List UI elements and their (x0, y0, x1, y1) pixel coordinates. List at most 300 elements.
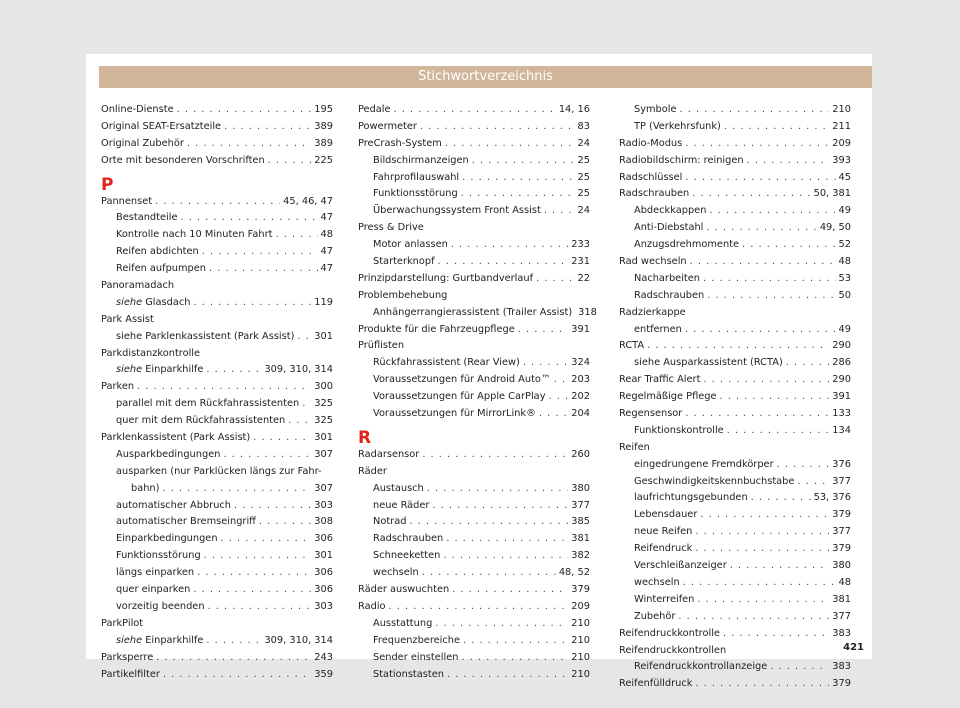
entry-term: Räder (358, 465, 387, 477)
index-subentry (358, 531, 590, 548)
dot-leader (422, 565, 556, 582)
index-entry (358, 136, 590, 153)
page-reference: 301 (314, 432, 333, 444)
entry-term: Nacharbeiten (634, 272, 701, 284)
page-reference: 303 (314, 499, 333, 511)
dot-leader (697, 592, 829, 609)
page-reference: 382 (571, 550, 590, 562)
entry-term: Voraussetzungen für Android Auto™ (373, 374, 551, 386)
index-entry (101, 194, 333, 211)
dot-leader (695, 541, 829, 558)
page-reference: 50 (838, 289, 851, 301)
dot-leader (180, 210, 317, 227)
index-subentry (358, 153, 590, 170)
index-entry (101, 136, 333, 153)
see-reference: siehe (116, 634, 143, 646)
dot-leader (727, 423, 830, 440)
dot-leader (685, 406, 829, 423)
index-subentry (358, 565, 590, 582)
entry-term: Starterknopf (373, 256, 435, 268)
entry-term: Reifenfülldruck (619, 678, 693, 690)
index-entry (101, 346, 333, 363)
index-subentry (619, 288, 851, 305)
dot-leader (770, 659, 829, 676)
page-reference: 301 (314, 330, 333, 342)
index-subentry (619, 541, 851, 558)
page-reference: 134 (832, 424, 851, 436)
page-reference: 359 (314, 668, 333, 680)
dot-leader (177, 102, 312, 119)
entry-term: siehe Ausparkassistent (RCTA) (634, 357, 783, 369)
dot-leader (724, 119, 829, 136)
dot-leader (221, 531, 312, 548)
index-subentry (358, 203, 590, 220)
entry-term: eingedrungene Fremdkörper (634, 458, 774, 470)
index-subentry (619, 457, 851, 474)
section-header: Stichwortverzeichnis (99, 66, 872, 88)
entry-term: Voraussetzungen für MirrorLink® (373, 408, 536, 420)
entry-term: ParkPilot (101, 617, 144, 629)
index-subentry (101, 531, 333, 548)
page-reference: 14, 16 (558, 104, 590, 115)
page-reference: 318 (578, 306, 597, 318)
dot-leader (544, 203, 575, 220)
page-reference: 377 (832, 475, 851, 487)
page-reference: 45 (838, 171, 851, 183)
index-entry (619, 643, 851, 660)
page-reference: 48 (838, 256, 851, 268)
page-reference: 225 (314, 154, 333, 166)
entry-term: Powermeter (358, 120, 417, 132)
page-reference: 233 (571, 239, 590, 251)
index-entry (358, 599, 590, 616)
index-entry (358, 338, 590, 355)
dot-leader (554, 372, 569, 389)
entry-term: Prüflisten (358, 340, 405, 352)
dot-leader (462, 170, 574, 187)
entry-term: TP (Verkehrsfunk) (634, 120, 721, 132)
page-reference: 379 (832, 678, 851, 690)
page-reference: 383 (832, 627, 851, 639)
entry-term: Problembehebung (358, 289, 448, 301)
entry-term: Abdeckkappen (634, 205, 707, 217)
entry-term: Reifendruck (634, 543, 693, 555)
entry-term: Kontrolle nach 10 Minuten Fahrt (116, 229, 273, 241)
page-reference: 53 (838, 272, 851, 284)
dot-leader (206, 633, 261, 650)
index-subentry (358, 355, 590, 372)
entry-term: Funktionskontrolle (634, 424, 724, 436)
index-entry (619, 440, 851, 457)
index-subentry (619, 558, 851, 575)
page-reference: 308 (314, 516, 333, 528)
index-subentry (358, 481, 590, 498)
page-reference: 380 (571, 482, 590, 494)
dot-leader (730, 558, 830, 575)
index-subentry (101, 447, 333, 464)
page-reference: 309, 310, 314 (264, 634, 333, 646)
entry-term: RCTA (619, 340, 645, 352)
dot-leader (427, 481, 569, 498)
index-subentry (619, 119, 851, 136)
page-reference: 381 (571, 533, 590, 545)
entry-term: Radschlüssel (619, 171, 683, 183)
entry-term: Radarsensor (358, 448, 420, 460)
dot-leader (451, 237, 568, 254)
dot-leader (438, 254, 569, 271)
page-reference: 45, 46, 47 (283, 195, 333, 207)
dot-leader (445, 136, 575, 153)
index-subentry (358, 633, 590, 650)
index-subentry (619, 575, 851, 592)
page-reference: 389 (314, 120, 333, 132)
index-subentry (619, 609, 851, 626)
dot-leader (302, 396, 311, 413)
index-entry (101, 312, 333, 329)
dot-leader (797, 474, 829, 491)
index-subentry (358, 514, 590, 531)
index-subentry (358, 372, 590, 389)
page-reference: 377 (832, 526, 851, 538)
dot-leader (162, 481, 311, 498)
dot-leader (193, 582, 311, 599)
entry-term-text: Einparkhilfe (145, 634, 204, 646)
page-reference: 301 (314, 550, 333, 562)
page-reference: 377 (571, 499, 590, 511)
page-reference: 48, 52 (558, 567, 590, 579)
index-subentry (619, 474, 851, 491)
page-reference: 300 (314, 381, 333, 393)
page-reference: 391 (571, 323, 590, 335)
entry-term: Austausch (373, 482, 424, 494)
dot-leader (685, 322, 836, 339)
page-reference: 210 (571, 651, 590, 663)
page-reference: 25 (577, 188, 590, 200)
dot-leader (695, 676, 829, 693)
entry-term: Schneeketten (373, 550, 441, 562)
index-subentry (101, 244, 333, 261)
page-reference: 25 (577, 171, 590, 183)
page-reference: 48 (838, 576, 851, 588)
page-reference: 47 (320, 263, 333, 275)
index-subentry (619, 271, 851, 288)
index-column-2 (358, 102, 597, 683)
page-reference: 209 (571, 600, 590, 612)
index-subentry (619, 423, 851, 440)
index-subentry (358, 616, 590, 633)
entry-term: Parklenkassistent (Park Assist) (101, 432, 251, 444)
index-subentry (358, 548, 590, 565)
dot-leader (297, 329, 311, 346)
index-subentry (101, 514, 333, 531)
dot-leader (420, 119, 575, 136)
entry-term: Reifendruckkontrolle (619, 627, 720, 639)
dot-leader (275, 227, 317, 244)
dot-leader (394, 102, 556, 119)
page-reference: 290 (832, 374, 851, 386)
dot-leader (193, 295, 311, 312)
entry-term: Stationstasten (373, 668, 444, 680)
dot-leader (432, 498, 568, 515)
dot-leader (678, 609, 829, 626)
index-entry (358, 288, 590, 305)
page-reference: 202 (571, 391, 590, 403)
index-entry (358, 582, 590, 599)
dot-leader (647, 338, 829, 355)
index-entry (619, 136, 851, 153)
dot-leader (685, 170, 835, 187)
index-subentry (101, 396, 333, 413)
entry-term: neue Reifen (634, 526, 693, 538)
page-reference: 52 (838, 239, 851, 251)
page-reference: 119 (314, 296, 333, 308)
entry-term: Pannenset (101, 195, 153, 207)
dot-leader (786, 355, 830, 372)
dot-leader (518, 322, 569, 339)
entry-term: Anti-Diebstahl (634, 222, 704, 234)
dot-leader (706, 220, 816, 237)
dot-leader (463, 633, 568, 650)
page-reference: 195 (314, 104, 333, 115)
index-subentry (619, 220, 851, 237)
dot-leader (163, 667, 311, 684)
dot-leader (224, 119, 311, 136)
dot-leader (409, 514, 568, 531)
index-subentry (358, 170, 590, 187)
entry-term: Sender einstellen (373, 651, 459, 663)
index-subentry (358, 667, 590, 684)
page-reference: 307 (314, 482, 333, 494)
page-reference: 49, 50 (819, 222, 851, 234)
entry-term (116, 295, 190, 312)
dot-leader (685, 136, 829, 153)
index-letter-heading: P (101, 174, 114, 195)
page-reference: 393 (832, 154, 851, 166)
entry-term: Prinzipdarstellung: Gurtbandverlauf (358, 272, 534, 284)
entry-term: Radio (358, 600, 386, 612)
dot-leader (206, 362, 261, 379)
index-entry (619, 406, 851, 423)
entry-term: Motor anlassen (373, 239, 448, 251)
index-column-3 (619, 102, 851, 693)
index-subentry (358, 650, 590, 667)
entry-term: laufrichtungsgebunden (634, 492, 748, 504)
entry-term: Original SEAT-Ersatzteile (101, 120, 222, 132)
entry-term: Anzugsdrehmomente (634, 239, 740, 251)
index-subentry (619, 490, 851, 507)
dot-leader (747, 153, 830, 170)
entry-term: Radschrauben (619, 188, 690, 200)
dot-leader (720, 389, 830, 406)
index-subentry (101, 582, 333, 599)
dot-leader (435, 616, 568, 633)
dot-leader (539, 406, 568, 423)
index-subentry (619, 322, 851, 339)
dot-leader (461, 186, 575, 203)
entry-term: Notrad (373, 516, 407, 528)
index-entry (619, 338, 851, 355)
dot-leader (268, 153, 312, 170)
entry-term: Ausstattung (373, 617, 433, 629)
dot-leader (452, 582, 568, 599)
index-entry (101, 616, 333, 633)
dot-leader (389, 599, 569, 616)
entry-term: ausparken (nur Parklücken längs zur Fahr- (116, 465, 322, 477)
entry-term: Orte mit besonderen Vorschriften (101, 154, 265, 166)
index-subentry (101, 481, 333, 498)
page-reference: 381 (832, 593, 851, 605)
dot-leader (187, 136, 311, 153)
page-reference: 380 (832, 560, 851, 572)
page-reference: 307 (314, 448, 333, 460)
index-subentry (358, 389, 590, 406)
page-reference: 309, 310, 314 (264, 364, 333, 376)
page-reference: 376 (832, 458, 851, 470)
dot-leader (700, 507, 829, 524)
page-reference: 290 (832, 340, 851, 352)
index-subentry (101, 633, 333, 650)
entry-term: Bestandteile (116, 212, 178, 224)
page-reference: 325 (314, 415, 333, 427)
page-reference: 83 (577, 120, 590, 132)
page-reference: 211 (832, 120, 851, 132)
page-reference: 325 (314, 398, 333, 410)
entry-term: Reifen abdichten (116, 246, 199, 258)
index-column-1 (101, 102, 333, 683)
page-reference: 286 (832, 357, 851, 369)
entry-term: Lebensdauer (634, 509, 698, 521)
entry-term: Rückfahrassistent (Rear View) (373, 357, 520, 369)
entry-term: Parksperre (101, 651, 154, 663)
dot-leader (156, 650, 311, 667)
page-reference: 50, 381 (813, 188, 851, 200)
entry-term: PreCrash-System (358, 137, 442, 149)
entry-term: Reifen (619, 441, 650, 453)
page-reference: 24 (577, 137, 590, 149)
entry-term: Online-Dienste (101, 104, 174, 115)
entry-term: automatischer Bremseingriff (116, 516, 256, 528)
entry-term: Regelmäßige Pflege (619, 391, 717, 403)
index-subentry (101, 210, 333, 227)
entry-term: Überwachungssystem Front Assist (373, 205, 541, 217)
see-reference: siehe (116, 364, 143, 376)
entry-term (116, 362, 203, 379)
dot-leader (742, 237, 835, 254)
index-entry (358, 464, 590, 481)
index-subentry (619, 592, 851, 609)
dot-leader (695, 524, 829, 541)
page-reference: 49 (838, 205, 851, 217)
index-subentry (101, 498, 333, 515)
page-reference: 203 (571, 374, 590, 386)
page-reference: 210 (571, 634, 590, 646)
entry-term: wechseln (634, 576, 680, 588)
index-subentry (101, 261, 333, 278)
page-reference: 47 (320, 212, 333, 224)
entry-term: Funktionsstörung (373, 188, 458, 200)
dot-leader (443, 548, 568, 565)
page-reference: 204 (571, 408, 590, 420)
index-subentry (101, 565, 333, 582)
dot-leader (703, 271, 836, 288)
entry-term: Reifendruckkontrollanzeige (634, 661, 768, 673)
page-reference: 306 (314, 533, 333, 545)
index-entry (358, 220, 590, 237)
entry-term: Radio-Modus (619, 137, 683, 149)
entry-term: entfernen (634, 323, 682, 335)
page-reference: 53, 376 (813, 492, 851, 504)
dot-leader (446, 531, 568, 548)
dot-leader (288, 413, 311, 430)
dot-leader (690, 254, 836, 271)
entry-term: Einparkbedingungen (116, 533, 218, 545)
dot-leader (202, 244, 318, 261)
index-entry (619, 626, 851, 643)
page-reference: 260 (571, 448, 590, 460)
page-reference: 48 (320, 229, 333, 241)
entry-term: Voraussetzungen für Apple CarPlay (373, 391, 546, 403)
index-entry (101, 102, 333, 119)
page-reference: 391 (832, 391, 851, 403)
dot-leader (204, 548, 312, 565)
entry-term-text: Einparkhilfe (145, 364, 204, 376)
index-entry (619, 153, 851, 170)
page-reference: 22 (577, 272, 590, 284)
entry-term: Fahrprofilauswahl (373, 171, 460, 183)
dot-leader (253, 430, 311, 447)
dot-leader (709, 203, 835, 220)
dot-leader (209, 261, 318, 278)
page-reference: 24 (577, 205, 590, 217)
entry-term: Verschleißanzeiger (634, 560, 727, 572)
dot-leader (683, 575, 836, 592)
page-reference: 209 (832, 137, 851, 149)
index-subentry (619, 524, 851, 541)
entry-term: Partikelfilter (101, 668, 160, 680)
index-subentry (101, 295, 333, 312)
dot-leader (703, 372, 829, 389)
entry-term: Radzierkappe (619, 306, 686, 318)
index-entry (358, 119, 590, 136)
entry-term: Reifen aufpumpen (116, 263, 207, 275)
index-entry (358, 447, 590, 464)
entry-term: Parkdistanzkontrolle (101, 347, 201, 359)
entry-term: Regensensor (619, 408, 683, 420)
page-reference: 47 (320, 246, 333, 258)
entry-term: Radschrauben (634, 289, 705, 301)
index-subentry (358, 254, 590, 271)
index-entry (101, 379, 333, 396)
entry-term: neue Räder (373, 499, 430, 511)
dot-leader (707, 288, 835, 305)
dot-leader (155, 194, 280, 211)
dot-leader (536, 271, 574, 288)
entry-term: Panoramadach (101, 280, 175, 292)
index-entry (619, 186, 851, 203)
entry-term: Symbole (634, 104, 677, 115)
entry-term: Geschwindigkeitskennbuchstabe (634, 475, 795, 487)
index-subentry (619, 507, 851, 524)
entry-term: siehe Parklenkassistent (Park Assist) (116, 330, 295, 342)
page-reference: 210 (832, 104, 851, 115)
index-entry (619, 389, 851, 406)
dot-leader (523, 355, 568, 372)
entry-term: parallel mit dem Rückfahrassistenten (116, 398, 300, 410)
dot-leader (461, 650, 568, 667)
index-entry (619, 305, 851, 322)
page-reference: 210 (571, 617, 590, 629)
entry-term: Press & Drive (358, 222, 424, 234)
